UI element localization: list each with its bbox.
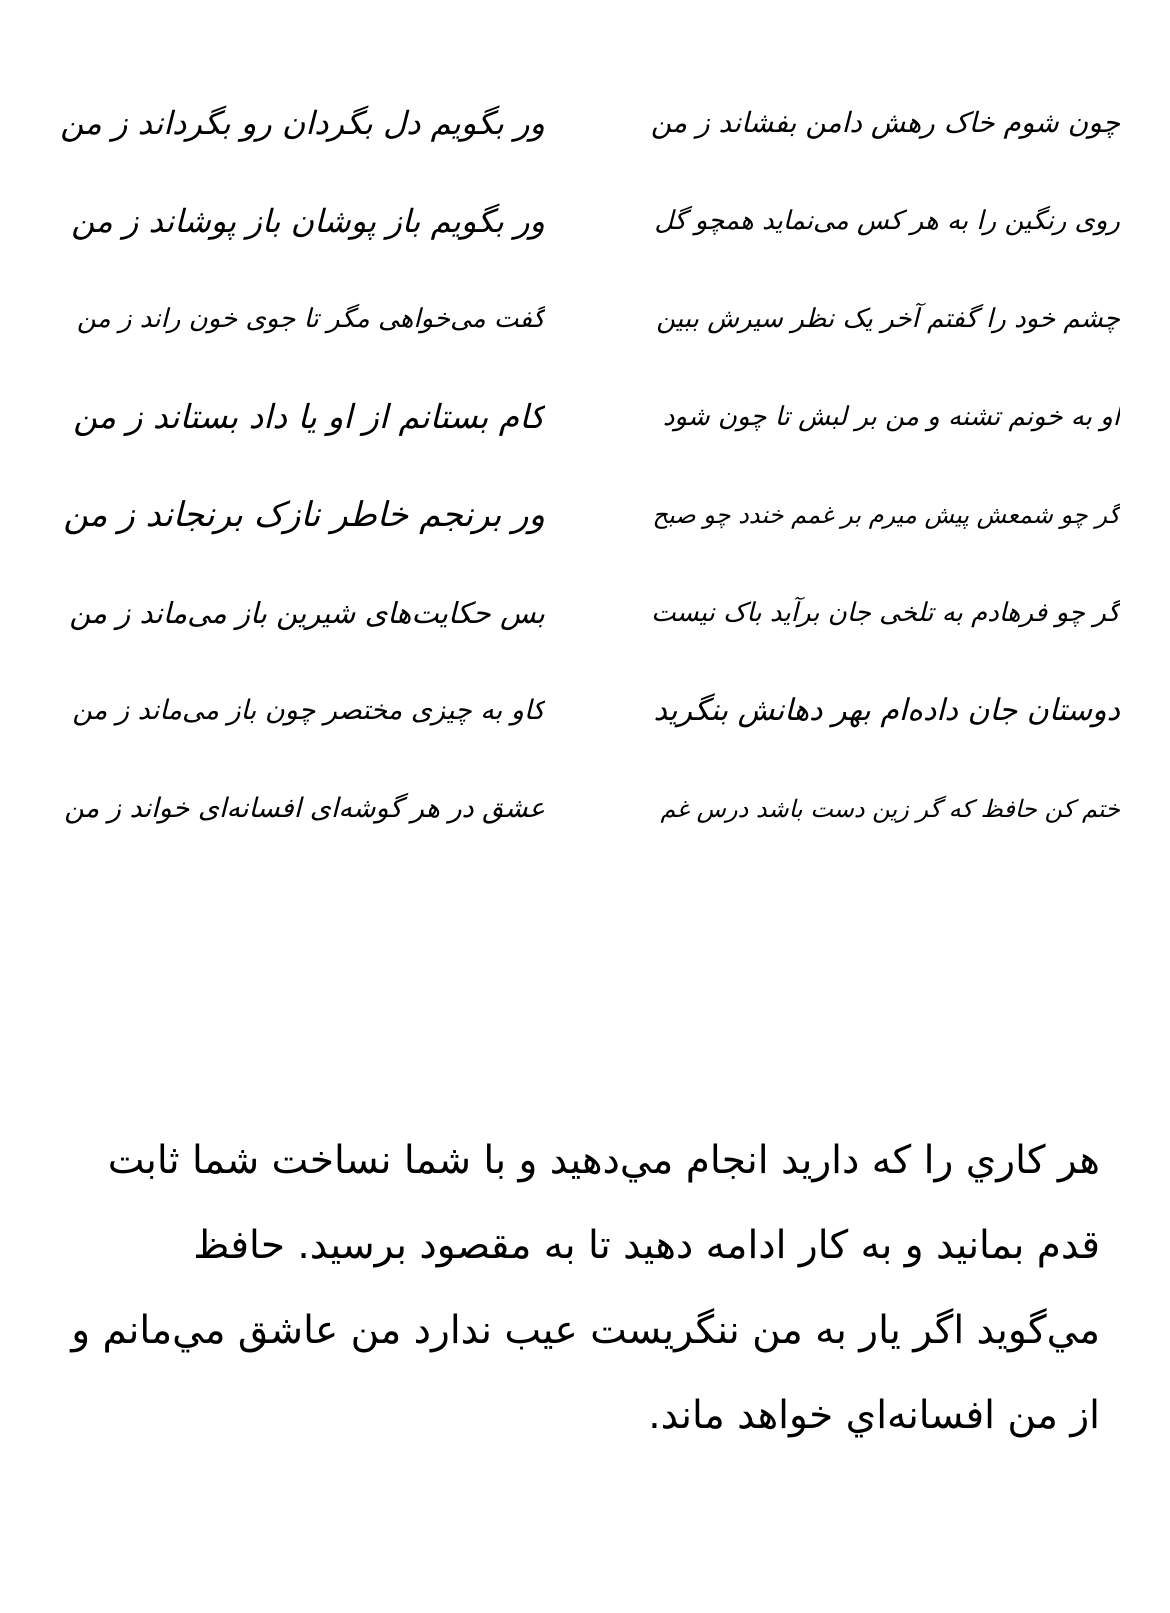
first-hemistich: گر چو شمعش پیش میرم بر غمم خندد چو صبح bbox=[652, 501, 1120, 529]
second-hemistich: کاو به چیزی مختصر چون باز می‌ماند ز من bbox=[72, 695, 545, 726]
couplet bbox=[60, 274, 1120, 364]
first-hemistich: چشم خود را گفتم آخر یک نظر سیرش ببین bbox=[656, 304, 1120, 334]
couplet bbox=[60, 372, 1120, 462]
prose-paragraph: هر كاري را كه داريد انجام مي‌دهيد و با شما نساخت شما ثابت قدم بمانيد و به كار ادامه دهيد تا به مقصود برسيد. حافظ مي‌گويد اگر يار به من ننگريست عيب ندارد من عاشق مي‌مانم و از من افسانه‌اي خواهد ماند. bbox=[71, 1138, 1100, 1438]
first-hemistich: گر چو فرهادم به تلخی جان برآید باک نیست bbox=[651, 598, 1120, 628]
second-hemistich: عشق در هر گوشه‌ای افسانه‌ای خواند ز من bbox=[64, 793, 545, 824]
second-hemistich: ور بگویم باز پوشان باز پوشاند ز من bbox=[71, 202, 545, 240]
couplet bbox=[60, 78, 1120, 168]
prose-explanation bbox=[70, 1118, 1100, 1458]
second-hemistich: گفت می‌خواهی مگر تا جوی خون راند ز من bbox=[76, 304, 545, 334]
first-hemistich: چون شوم خاک رهش دامن بفشاند ز من bbox=[650, 106, 1120, 139]
ghazal-poem bbox=[60, 78, 1120, 898]
couplet bbox=[60, 666, 1120, 756]
first-hemistich: او به خونم تشنه و من بر لبش تا چون شود bbox=[662, 402, 1120, 432]
couplet bbox=[60, 176, 1120, 266]
couplet bbox=[60, 470, 1120, 560]
second-hemistich: کام بستانم از او یا داد بستاند ز من bbox=[73, 397, 545, 436]
first-hemistich: روی رنگین را به هر کس می‌نماید همچو گل bbox=[654, 206, 1120, 236]
second-hemistich: ور برنجم خاطر نازک برنجاند ز من bbox=[63, 495, 545, 535]
couplet bbox=[60, 568, 1120, 658]
first-hemistich: ختم کن حافظ که گر زین دست باشد درس غم bbox=[660, 795, 1120, 823]
first-hemistich: دوستان جان داده‌ام بهر دهانش بنگرید bbox=[653, 693, 1120, 728]
second-hemistich: ور بگویم دل بگردان رو بگرداند ز من bbox=[60, 104, 545, 142]
couplet bbox=[60, 764, 1120, 854]
second-hemistich: بس حکایت‌های شیرین باز می‌ماند ز من bbox=[69, 596, 545, 630]
